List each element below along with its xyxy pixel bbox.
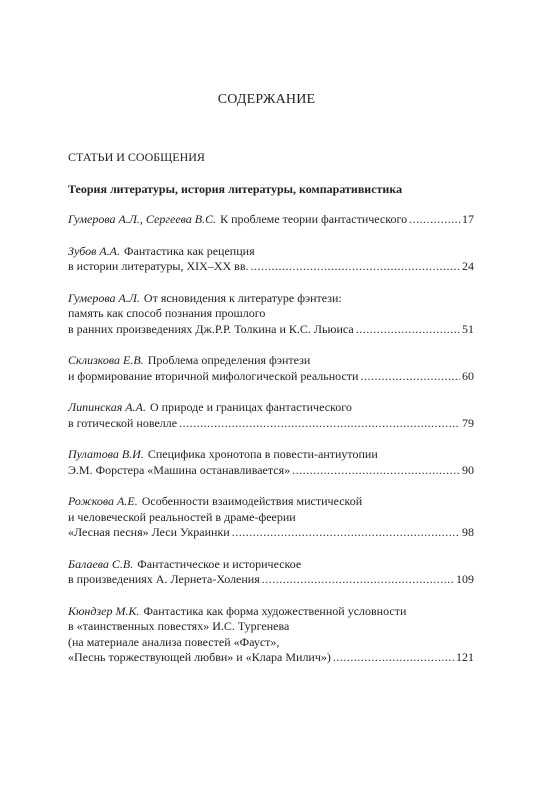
dot-leader bbox=[250, 259, 460, 275]
toc-entry[interactable] bbox=[68, 212, 474, 228]
toc-entry-line bbox=[68, 557, 474, 573]
toc-entry-author: Склизкова Е.В. bbox=[68, 353, 144, 367]
toc-entry-author: Гумерова А.Л., Сергеева В.С. bbox=[68, 212, 217, 226]
toc-entry-author: Гумерова А.Л. bbox=[68, 290, 140, 305]
toc-entry-page-number[interactable]: 24 bbox=[462, 259, 474, 273]
toc-entry-line bbox=[68, 353, 474, 369]
toc-entry-line bbox=[68, 525, 474, 541]
toc-entry-list bbox=[68, 212, 474, 682]
toc-entry[interactable] bbox=[68, 400, 474, 431]
toc-entry-author: Рожкова А.Е. bbox=[68, 494, 138, 508]
toc-entry-title: и человеческой реальностей в драме-феерии bbox=[68, 509, 296, 524]
toc-entry-page-number[interactable]: 17 bbox=[462, 212, 474, 226]
section-heading: СТАТЬИ И СООБЩЕНИЯ bbox=[68, 150, 205, 164]
toc-entry-page-number[interactable]: 60 bbox=[462, 368, 474, 383]
toc-entry-author: Пулатова В.И. bbox=[68, 447, 144, 461]
dot-leader bbox=[262, 572, 454, 588]
dot-leader bbox=[232, 525, 460, 541]
toc-entry-page-number[interactable]: 90 bbox=[462, 462, 474, 477]
toc-entry-title: К проблеме теории фантастического bbox=[220, 212, 408, 226]
toc-entry-line bbox=[68, 369, 474, 385]
toc-entry-line bbox=[68, 650, 474, 666]
toc-entry-title: Фантастическое и историческое bbox=[137, 556, 302, 571]
toc-entry[interactable] bbox=[68, 353, 474, 384]
toc-entry-title: и формирование вторичной мифологической реальности bbox=[68, 368, 359, 383]
toc-entry-title: Проблема определения фэнтези bbox=[147, 353, 311, 367]
toc-entry-page-number[interactable]: 79 bbox=[462, 415, 474, 430]
toc-entry-page-number[interactable]: 98 bbox=[462, 525, 474, 539]
toc-entry-title: От ясновидения к литературе фэнтези: bbox=[143, 290, 342, 305]
subsection-heading: Теория литературы, история литературы, компаративистика bbox=[68, 182, 403, 196]
toc-entry-line bbox=[68, 619, 474, 635]
toc-entry-title: Э.М. Форстера «Машина останавливается» bbox=[68, 462, 291, 477]
toc-entry-title: в произведениях А. Лернета-Холения bbox=[68, 572, 260, 586]
toc-entry-title: Особенности взаимодействия мистической bbox=[141, 494, 363, 508]
toc-entry-title: (на материале анализа повестей «Фауст», bbox=[68, 634, 280, 649]
toc-entry[interactable] bbox=[68, 291, 474, 338]
toc-entry-title: «Лесная песня» Леси Украинки bbox=[68, 525, 230, 539]
dot-leader bbox=[179, 416, 460, 432]
toc-entry-page-number[interactable]: 109 bbox=[456, 572, 474, 586]
toc-entry-line bbox=[68, 463, 474, 479]
toc-entry-page-number[interactable]: 51 bbox=[462, 321, 474, 336]
toc-entry-title: память как способ познания прошлого bbox=[68, 306, 266, 320]
page-title: СОДЕРЖАНИЕ bbox=[217, 92, 316, 107]
toc-entry-line bbox=[68, 416, 474, 432]
dot-leader bbox=[409, 212, 460, 228]
dot-leader bbox=[292, 463, 460, 479]
toc-entry-title: в ранних произведениях Дж.Р.Р. Толкина и К.С. Льюиса bbox=[68, 321, 354, 336]
toc-entry-title: в истории литературы, XIX–XX вв. bbox=[68, 259, 249, 273]
toc-entry[interactable] bbox=[68, 604, 474, 666]
toc-entry-line bbox=[68, 447, 474, 463]
toc-entry[interactable] bbox=[68, 244, 474, 275]
toc-entry-line bbox=[68, 604, 474, 620]
toc-entry[interactable] bbox=[68, 494, 474, 541]
toc-entry-line bbox=[68, 212, 474, 228]
toc-entry-title: Специфика хронотопа в повести-антиутопии bbox=[147, 447, 378, 461]
toc-entry-line bbox=[68, 572, 474, 588]
toc-entry-title: в «таинственных повестях» И.С. Тургенева bbox=[68, 619, 290, 633]
toc-entry-author: Кюндзер М.К. bbox=[68, 603, 140, 618]
toc-entry-line bbox=[68, 635, 474, 651]
toc-entry-author: Липинская А.А. bbox=[68, 400, 146, 414]
toc-entry-line bbox=[68, 291, 474, 307]
dot-leader bbox=[356, 322, 460, 338]
toc-entry-line bbox=[68, 259, 474, 275]
toc-entry-title: Фантастика как форма художественной условности bbox=[143, 603, 407, 618]
toc-entry-line bbox=[68, 244, 474, 260]
toc-entry-line bbox=[68, 322, 474, 338]
toc-entry-line bbox=[68, 510, 474, 526]
toc-entry-title: «Песнь торжествующей любви» и «Клара Милич») bbox=[68, 650, 331, 664]
toc-entry-title: Фантастика как рецепция bbox=[124, 243, 255, 258]
toc-entry-line bbox=[68, 400, 474, 416]
toc-entry-author: Балаева С.В. bbox=[68, 556, 134, 571]
toc-entry-line bbox=[68, 306, 474, 322]
toc-entry-author: Зубов А.А. bbox=[68, 243, 121, 258]
toc-entry-page-number[interactable]: 121 bbox=[456, 650, 474, 664]
toc-entry-line bbox=[68, 494, 474, 510]
toc-entry[interactable] bbox=[68, 557, 474, 588]
dot-leader bbox=[360, 369, 460, 385]
dot-leader bbox=[333, 650, 454, 666]
toc-entry-title: в готической новелле bbox=[68, 415, 178, 430]
toc-entry-title: О природе и границах фантастического bbox=[149, 400, 352, 414]
toc-entry[interactable] bbox=[68, 447, 474, 478]
